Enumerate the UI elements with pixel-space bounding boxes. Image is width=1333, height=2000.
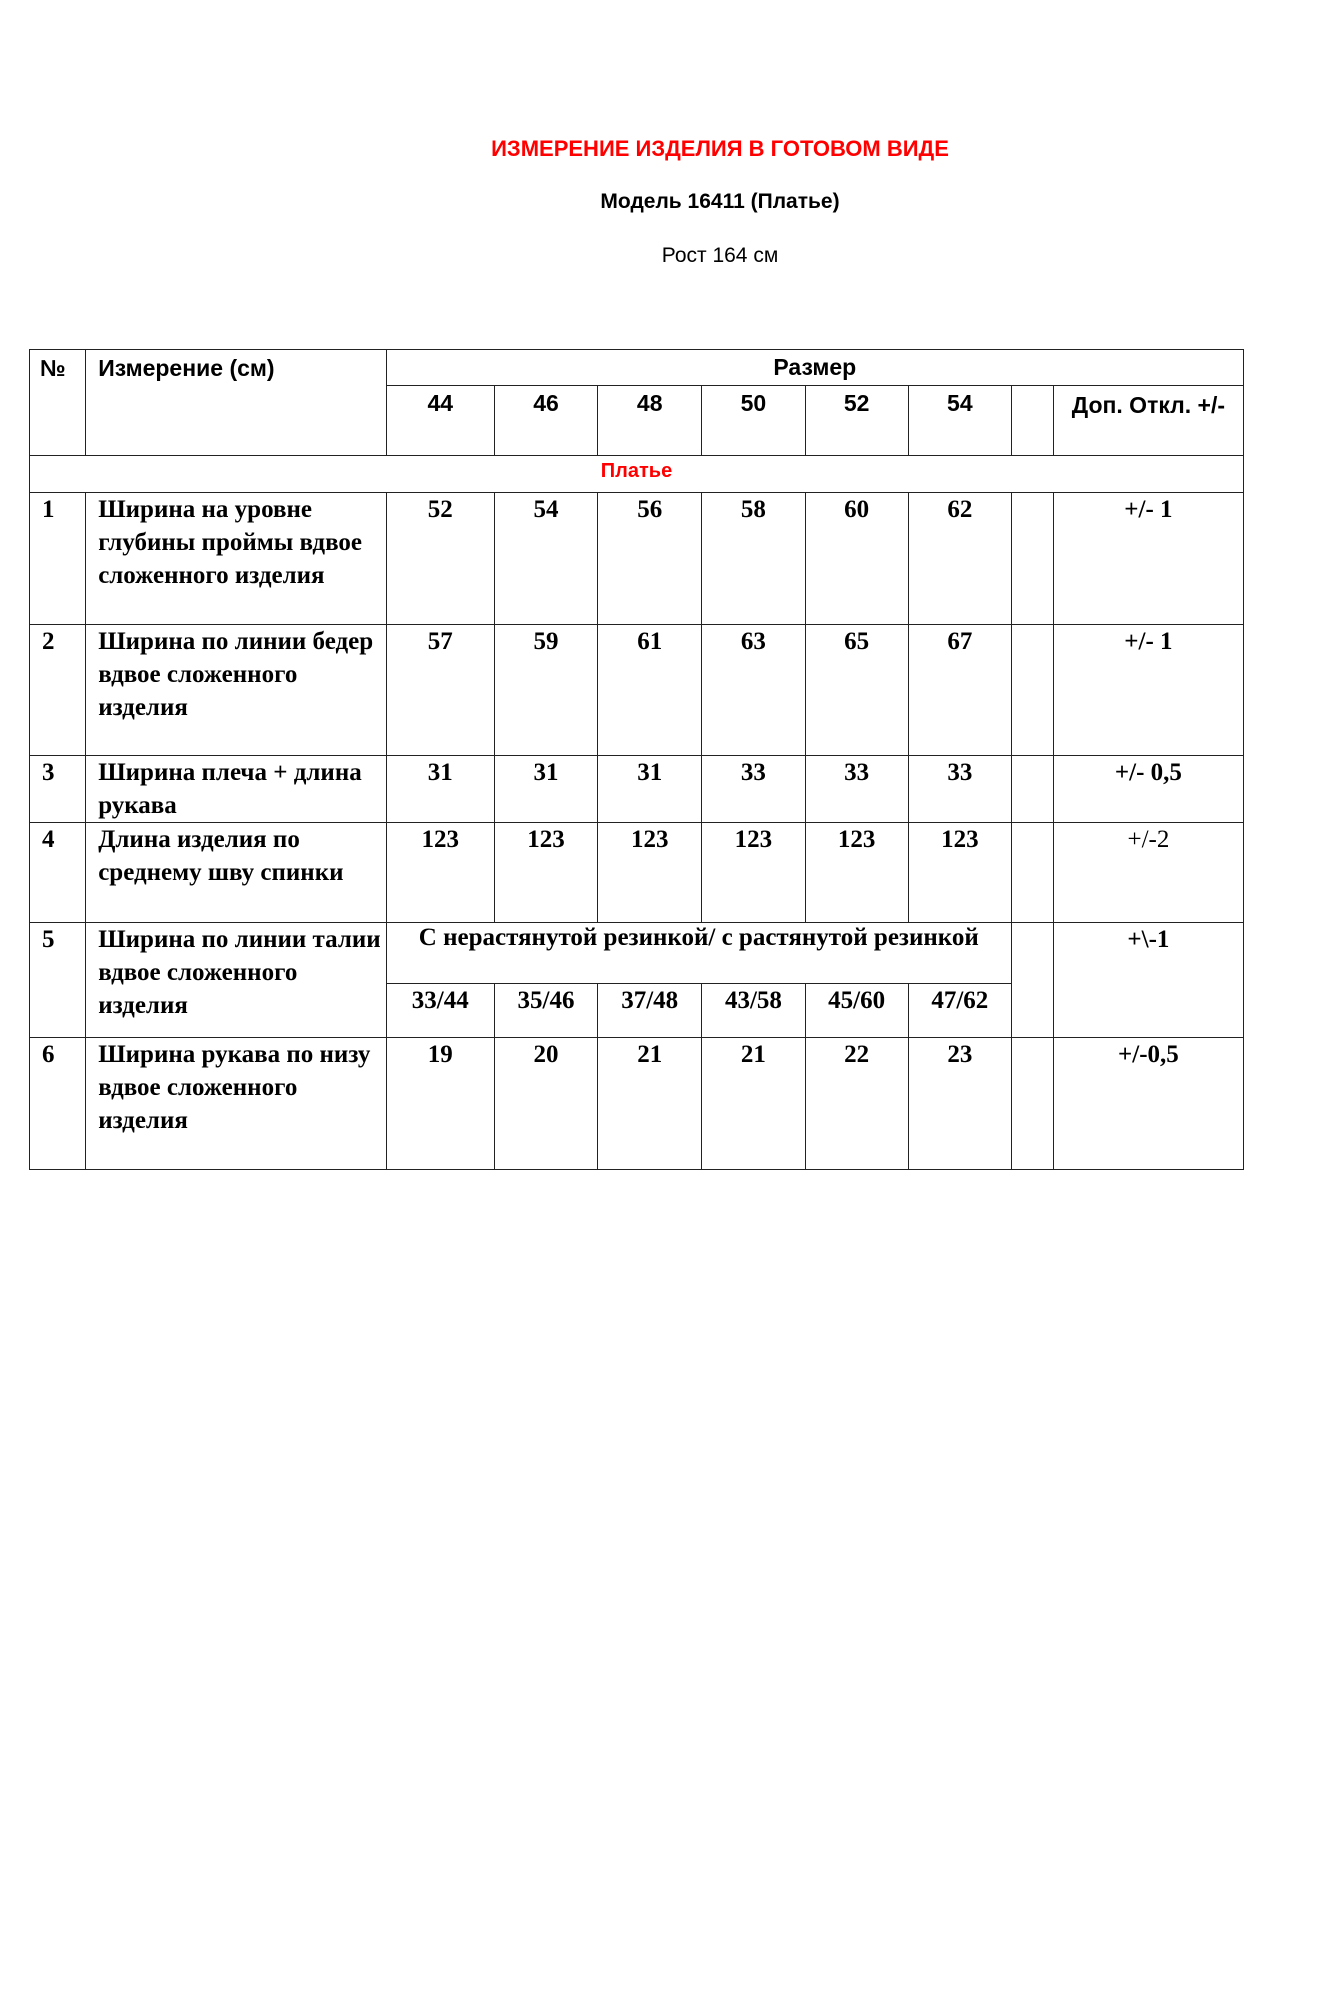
row-number: 5: [30, 923, 86, 1038]
row-value: 57: [386, 625, 494, 756]
size-48: 48: [598, 386, 702, 456]
row-value: 123: [386, 823, 494, 923]
row-number: 2: [30, 625, 86, 756]
row-value: 31: [386, 756, 494, 823]
col-number-header: №: [30, 350, 86, 456]
row-value: 23: [908, 1038, 1011, 1170]
empty-cell: [1011, 923, 1053, 1038]
section-row: [30, 456, 1244, 493]
row-value: 19: [386, 1038, 494, 1170]
row-value: 123: [598, 823, 702, 923]
height-label: Рост 164 см: [661, 244, 779, 267]
row-number: 3: [30, 756, 86, 823]
row-value: 31: [598, 756, 702, 823]
row-value: 45/60: [805, 984, 908, 1038]
row-value: 33/44: [386, 984, 494, 1038]
tolerance-header: Доп. Откл. +/-: [1053, 386, 1243, 456]
empty-cell: [1011, 386, 1053, 456]
col-size-header: Размер: [386, 350, 1243, 386]
row-value: 123: [908, 823, 1011, 923]
size-44: 44: [386, 386, 494, 456]
row-value: 43/58: [702, 984, 805, 1038]
row-label: Ширина по линии бедер вдвое сложенного изделия: [86, 625, 386, 756]
row-label: Ширина по линии талии вдвое сложенного изделия: [86, 923, 386, 1038]
size-46: 46: [494, 386, 597, 456]
row-label: Ширина рукава по низу вдвое сложенного изделия: [86, 1038, 386, 1170]
row-value: 123: [702, 823, 805, 923]
row-note: С нерастянутой резинкой/ с растянутой резинкой: [386, 923, 1011, 984]
row-number: 4: [30, 823, 86, 923]
table-row: [30, 923, 1244, 984]
row-value: 65: [805, 625, 908, 756]
empty-cell: [1011, 1038, 1053, 1170]
table-row: [30, 823, 1244, 923]
row-tolerance: +/-2: [1053, 823, 1243, 923]
col-measure-header: Измерение (см): [86, 350, 386, 456]
table-row: [30, 1038, 1244, 1170]
row-value: 61: [598, 625, 702, 756]
document-title: ИЗМЕРЕНИЕ ИЗДЕЛИЯ В ГОТОВОМ ВИДЕ: [491, 136, 949, 161]
section-title: Платье: [30, 456, 1244, 493]
empty-cell: [1011, 625, 1053, 756]
row-value: 22: [805, 1038, 908, 1170]
row-value: 33: [908, 756, 1011, 823]
table-row: [30, 493, 1244, 625]
empty-cell: [1011, 493, 1053, 625]
row-number: 6: [30, 1038, 86, 1170]
size-52: 52: [805, 386, 908, 456]
row-value: 67: [908, 625, 1011, 756]
row-tolerance: +/- 1: [1053, 625, 1243, 756]
row-value: 59: [494, 625, 597, 756]
row-value: 33: [805, 756, 908, 823]
row-value: 31: [494, 756, 597, 823]
row-value: 58: [702, 493, 805, 625]
row-value: 37/48: [598, 984, 702, 1038]
row-value: 35/46: [494, 984, 597, 1038]
row-label: Длина изделия по среднему шву спинки: [86, 823, 386, 923]
row-value: 56: [598, 493, 702, 625]
row-tolerance: +\-1: [1053, 923, 1243, 1038]
row-value: 123: [805, 823, 908, 923]
header-row: [30, 350, 1244, 386]
row-value: 52: [386, 493, 494, 625]
row-value: 33: [702, 756, 805, 823]
row-number: 1: [30, 493, 86, 625]
row-value: 123: [494, 823, 597, 923]
row-value: 20: [494, 1038, 597, 1170]
row-value: 47/62: [908, 984, 1011, 1038]
row-label: Ширина плеча + длина рукава: [86, 756, 386, 823]
row-value: 21: [598, 1038, 702, 1170]
row-tolerance: +/- 0,5: [1053, 756, 1243, 823]
row-value: 63: [702, 625, 805, 756]
table-row: [30, 625, 1244, 756]
row-value: 60: [805, 493, 908, 625]
size-50: 50: [702, 386, 805, 456]
empty-cell: [1011, 756, 1053, 823]
row-label: Ширина на уровне глубины проймы вдвое сложенного изделия: [86, 493, 386, 625]
row-tolerance: +/- 1: [1053, 493, 1243, 625]
row-value: 62: [908, 493, 1011, 625]
size-table: [29, 349, 1244, 1170]
empty-cell: [1011, 823, 1053, 923]
row-value: 54: [494, 493, 597, 625]
model-name: Модель 16411 (Платье): [600, 190, 840, 213]
table-row: [30, 756, 1244, 823]
size-54: 54: [908, 386, 1011, 456]
row-tolerance: +/-0,5: [1053, 1038, 1243, 1170]
row-value: 21: [702, 1038, 805, 1170]
